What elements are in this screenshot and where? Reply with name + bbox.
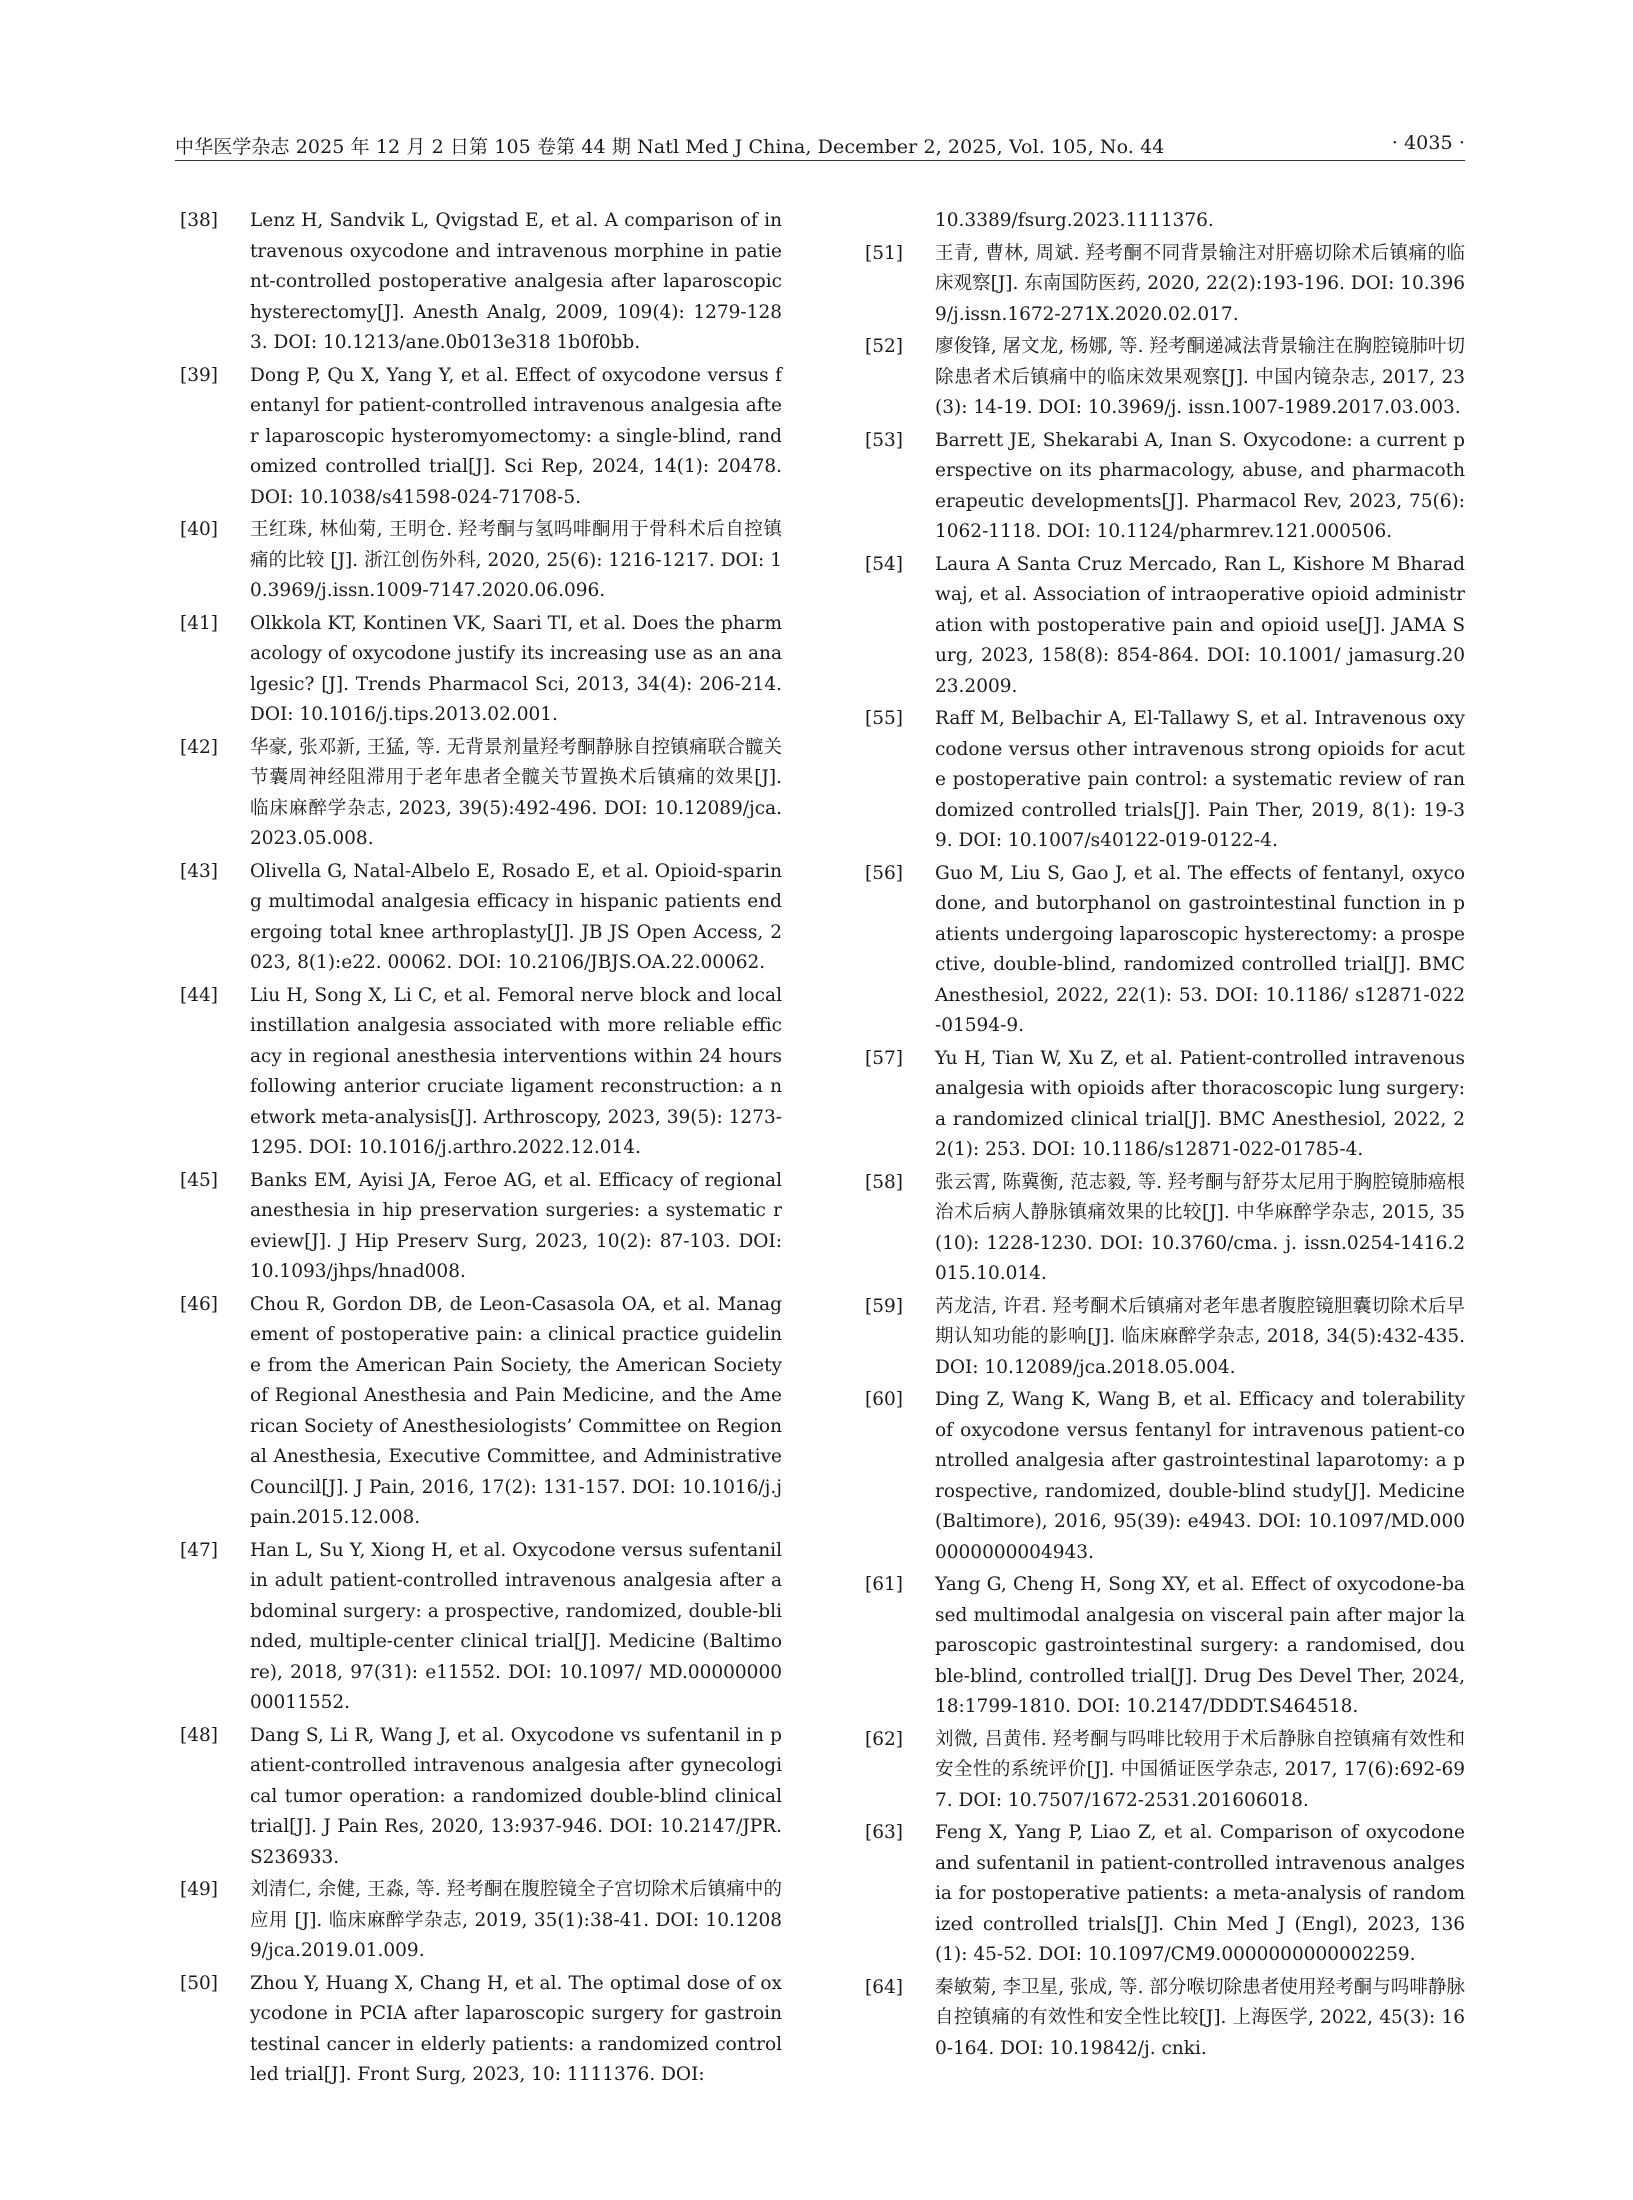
reference-text: Feng X, Yang P, Liao Z, et al. Comparison of oxycodone and sufentanil in patient-controlled intravenous analgesia for postoperative patients: a meta-analysis of randomized controlled trials[J]. Chin Med J (Engl), 2023, 136(1): 45-52. DOI: 10.1097/CM9.0000000000002259. — [935, 1822, 1465, 1965]
reference-item — [180, 733, 782, 855]
reference-item — [865, 704, 1465, 857]
reference-item — [865, 1818, 1465, 1971]
reference-item — [180, 361, 782, 514]
reference-item — [180, 1875, 782, 1967]
reference-text: 王青, 曹林, 周斌. 羟考酮不同背景输注对肝癌切除术后镇痛的临床观察[J]. 东南国防医药, 2020, 22(2):193-196. DOI: 10.3969/j.issn.1672-271X.2020.02.017. — [935, 242, 1465, 325]
reference-item — [865, 332, 1465, 424]
reference-number: [47] — [180, 1539, 218, 1561]
journal-header: 中华医学杂志 2025 年 12 月 2 日第 105 卷第 44 期 Natl Med J China, December 2, 2025, Vol. 105, No. 44 — [175, 136, 1165, 158]
reference-text: 芮龙洁, 许君. 羟考酮术后镇痛对老年患者腹腔镜胆囊切除术后早期认知功能的影响[J]. 临床麻醉学杂志, 2018, 34(5):432-435. DOI: 10.12089/jca.2018.05.004. — [935, 1295, 1465, 1378]
reference-number: [55] — [865, 708, 903, 729]
reference-text: 廖俊锋, 屠文龙, 杨娜, 等. 羟考酮递减法背景输注在胸腔镜肺叶切除患者术后镇痛中的临床效果观察[J]. 中国内镜杂志, 2017, 23(3): 14-19. DOI: 10.3969/j. issn.1007-1989.2017.03.003. — [935, 336, 1465, 418]
reference-text: Han L, Su Y, Xiong H, et al. Oxycodone versus sufentanil in adult patient-controlled intravenous analgesia after abdominal surgery: a prospective, randomized, double-blinded, multiple-center clinical trial[J]. Medicine (Baltimore), 2018, 97(31): e11552. DOI: 10.1097/ MD.0000000000011552. — [250, 1539, 782, 1713]
reference-number: [63] — [865, 1822, 903, 1843]
reference-number: [42] — [180, 736, 218, 758]
reference-text: Banks EM, Ayisi JA, Feroe AG, et al. Efficacy of regional anesthesia in hip preservation surgeries: a systematic review[J]. J Hip Preserv Surg, 2023, 10(2): 87-103. DOI: 10.1093/jhps/hnad008. — [250, 1169, 782, 1282]
reference-text: Olivella G, Natal-Albelo E, Rosado E, et al. Opioid-sparing multimodal analgesia efficacy in hispanic patients endergoing total knee arthroplasty[J]. JB JS Open Access, 2023, 8(1):e22. 00062. DOI: 10.2106/JBJS.OA.22.00062. — [250, 860, 782, 973]
reference-number: [40] — [180, 519, 218, 540]
reference-text: Barrett JE, Shekarabi A, Inan S. Oxycodone: a current perspective on its pharmacology, abuse, and pharmacotherapeutic developments[J]. Pharmacol Rev, 2023, 75(6):1062-1118. DOI: 10.1124/pharmrev.121.000506. — [935, 429, 1465, 542]
reference-text: 10.3389/fsurg.2023.1111376. — [935, 210, 1214, 231]
reference-number: [44] — [180, 984, 218, 1006]
reference-item — [865, 1570, 1465, 1723]
reference-number: [38] — [180, 210, 218, 231]
reference-number: [59] — [865, 1295, 903, 1317]
reference-number: [61] — [865, 1574, 903, 1595]
reference-text: Yang G, Cheng H, Song XY, et al. Effect of oxycodone-based multimodal analgesia on visceral pain after major laparoscopic gastrointestinal surgery: a randomised, double-blind, controlled trial[J]. Drug Des Devel Ther, 2024, 18:1799-1810. DOI: 10.2147/DDDT.S464518. — [935, 1574, 1465, 1717]
reference-item — [865, 239, 1465, 331]
reference-text: Dong P, Qu X, Yang Y, et al. Effect of oxycodone versus fentanyl for patient-controlled intravenous analgesia after laparoscopic hysteromyomectomy: a single-blind, randomized controlled trial[J]. Sci Rep, 2024, 14(1): 20478. DOI: 10.1038/s41598-024-71708-5. — [250, 364, 782, 508]
reference-text: Laura A Santa Cruz Mercado, Ran L, Kishore M Bharadwaj, et al. Association of intraoperative opioid administration with postoperative pain and opioid use[J]. JAMA Surg, 2023, 158(8): 854-864. DOI: 10.1001/ jamasurg.2023.2009. — [935, 553, 1465, 697]
reference-item — [865, 1973, 1465, 2065]
reference-number: [54] — [865, 553, 903, 575]
reference-text: Raff M, Belbachir A, El-Tallawy S, et al. Intravenous oxycodone versus other intravenous strong opioids for acute postoperative pain control: a systematic review of randomized controlled trials[J]. Pain Ther, 2019, 8(1): 19-39. DOI: 10.1007/s40122-019-0122-4. — [935, 708, 1465, 851]
reference-number: [45] — [180, 1169, 218, 1191]
left-column — [180, 206, 782, 2093]
reference-number: [51] — [865, 242, 903, 264]
reference-text: 张云霄, 陈冀衡, 范志毅, 等. 羟考酮与舒芬太尼用于胸腔镜肺癌根治术后病人静脉镇痛效果的比较[J]. 中华麻醉学杂志, 2015, 35(10): 1228-1230. DOI: 10.3760/cma. j. issn.0254-1416.2015.10.014. — [935, 1171, 1465, 1284]
reference-item — [180, 857, 782, 979]
reference-number: [60] — [865, 1389, 903, 1410]
reference-text: Lenz H, Sandvik L, Qvigstad E, et al. A comparison of intravenous oxycodone and intravenous morphine in patient-controlled postoperative analgesia after laparoscopic hysterectomy[J]. Anesth Analg, 2009, 109(4): 1279-1283. DOI: 10.1213/ane.0b013e318 1b0f0bb. — [250, 210, 782, 353]
reference-item — [180, 609, 782, 731]
running-header — [175, 126, 1465, 162]
reference-item — [865, 1044, 1465, 1166]
reference-number: [52] — [865, 336, 903, 357]
reference-item — [180, 981, 782, 1164]
reference-text: 王红珠, 林仙菊, 王明仓. 羟考酮与氢吗啡酮用于骨科术后自控镇痛的比较 [J]. 浙江创伤外科, 2020, 25(6): 1216-1217. DOI: 10.3969/j.issn.1009-7147.2020.06.096. — [250, 519, 782, 601]
reference-number: [43] — [180, 860, 218, 882]
reference-number: [53] — [865, 429, 903, 451]
reference-item — [865, 1292, 1465, 1384]
reference-text: Dang S, Li R, Wang J, et al. Oxycodone vs sufentanil in patient-controlled intravenous analgesia after gynecological tumor operation: a randomized double-blind clinical trial[J]. J Pain Res, 2020, 13:937-946. DOI: 10.2147/JPR.S236933. — [250, 1724, 782, 1868]
right-column — [865, 206, 1465, 2066]
reference-item — [865, 550, 1465, 703]
reference-item — [865, 1725, 1465, 1817]
reference-item — [865, 1385, 1465, 1568]
reference-item — [180, 1969, 782, 2091]
reference-item — [180, 515, 782, 607]
reference-number: [39] — [180, 364, 218, 386]
reference-text: 刘微, 吕黄伟. 羟考酮与吗啡比较用于术后静脉自控镇痛有效性和安全性的系统评价[J]. 中国循证医学杂志, 2017, 17(6):692-697. DOI: 10.7507/1672-2531.201606018. — [935, 1728, 1465, 1811]
reference-number: [58] — [865, 1171, 903, 1193]
reference-number: [62] — [865, 1728, 903, 1750]
reference-item — [180, 206, 782, 359]
reference-text: Guo M, Liu S, Gao J, et al. The effects of fentanyl, oxycodone, and butorphanol on gastrointestinal function in patients undergoing laparoscopic hysterectomy: a prospective, double-blind, randomized controlled trial[J]. BMC Anesthesiol, 2022, 22(1): 53. DOI: 10.1186/ s12871-022-01594-9. — [935, 862, 1465, 1036]
header-rule — [175, 160, 1465, 161]
reference-number: [46] — [180, 1293, 218, 1315]
reference-item — [180, 1290, 782, 1534]
page-number: · 4035 · — [1391, 132, 1465, 154]
reference-text: 秦敏菊, 李卫星, 张成, 等. 部分喉切除患者使用羟考酮与吗啡静脉自控镇痛的有效性和安全性比较[J]. 上海医学, 2022, 45(3): 160-164. DOI: 10.19842/j. cnki. — [935, 1976, 1465, 2059]
reference-item — [865, 1168, 1465, 1290]
reference-text: Zhou Y, Huang X, Chang H, et al. The optimal dose of oxycodone in PCIA after laparoscopic surgery for gastrointestinal cancer in elderly patients: a randomized controlled trial[J]. Front Surg, 2023, 10: 1111376. DOI: — [250, 1972, 782, 2085]
reference-continuation — [865, 206, 1465, 237]
reference-text: Liu H, Song X, Li C, et al. Femoral nerve block and local instillation analgesia associated with more reliable efficacy in regional anesthesia interventions within 24 hours following anterior cruciate ligament reconstruction: a network meta-analysis[J]. Arthroscopy, 2023, 39(5): 1273-1295. DOI: 10.1016/j.arthro.2022.12.014. — [250, 984, 782, 1158]
reference-item — [865, 859, 1465, 1042]
reference-text: Ding Z, Wang K, Wang B, et al. Efficacy and tolerability of oxycodone versus fentanyl for intravenous patient-controlled analgesia after gastrointestinal laparotomy: a prospective, randomized, double-blind study[J]. Medicine (Baltimore), 2016, 95(39): e4943. DOI: 10.1097/MD.0000000000004943. — [935, 1389, 1465, 1563]
reference-item — [180, 1721, 782, 1874]
reference-number: [50] — [180, 1972, 218, 1994]
reference-text: Yu H, Tian W, Xu Z, et al. Patient-controlled intravenous analgesia with opioids after thoracoscopic lung surgery: a randomized clinical trial[J]. BMC Anesthesiol, 2022, 22(1): 253. DOI: 10.1186/s12871-022-01785-4. — [935, 1047, 1465, 1160]
reference-item — [180, 1166, 782, 1288]
reference-number: [57] — [865, 1047, 903, 1069]
reference-number: [64] — [865, 1976, 903, 1998]
reference-number: [49] — [180, 1879, 218, 1900]
reference-text: 华豪, 张邓新, 王猛, 等. 无背景剂量羟考酮静脉自控镇痛联合髋关节囊周神经阻滞用于老年患者全髋关节置换术后镇痛的效果[J]. 临床麻醉学杂志, 2023, 39(5):492-496. DOI: 10.12089/jca.2023.05.008. — [250, 736, 782, 849]
reference-number: [41] — [180, 612, 218, 634]
reference-number: [48] — [180, 1724, 218, 1746]
reference-text: Chou R, Gordon DB, de Leon-Casasola OA, et al. Management of postoperative pain: a clinical practice guideline from the American Pain Society, the American Society of Regional Anesthesia and Pain Medicine, and the American Society of Anesthesiologists’ Committee on Regional Anesthesia, Executive Committee, and Administrative Council[J]. J Pain, 2016, 17(2): 131-157. DOI: 10.1016/j.jpain.2015.12.008. — [250, 1293, 782, 1528]
reference-item — [180, 1536, 782, 1719]
reference-item — [865, 426, 1465, 548]
reference-text: Olkkola KT, Kontinen VK, Saari TI, et al. Does the pharmacology of oxycodone justify its increasing use as an analgesic? [J]. Trends Pharmacol Sci, 2013, 34(4): 206-214. DOI: 10.1016/j.tips.2013.02.001. — [250, 612, 782, 725]
reference-number: [56] — [865, 862, 903, 884]
reference-text: 刘清仁, 余健, 王淼, 等. 羟考酮在腹腔镜全子宫切除术后镇痛中的应用 [J]. 临床麻醉学杂志, 2019, 35(1):38-41. DOI: 10.12089/jca.2019.01.009. — [250, 1879, 782, 1961]
